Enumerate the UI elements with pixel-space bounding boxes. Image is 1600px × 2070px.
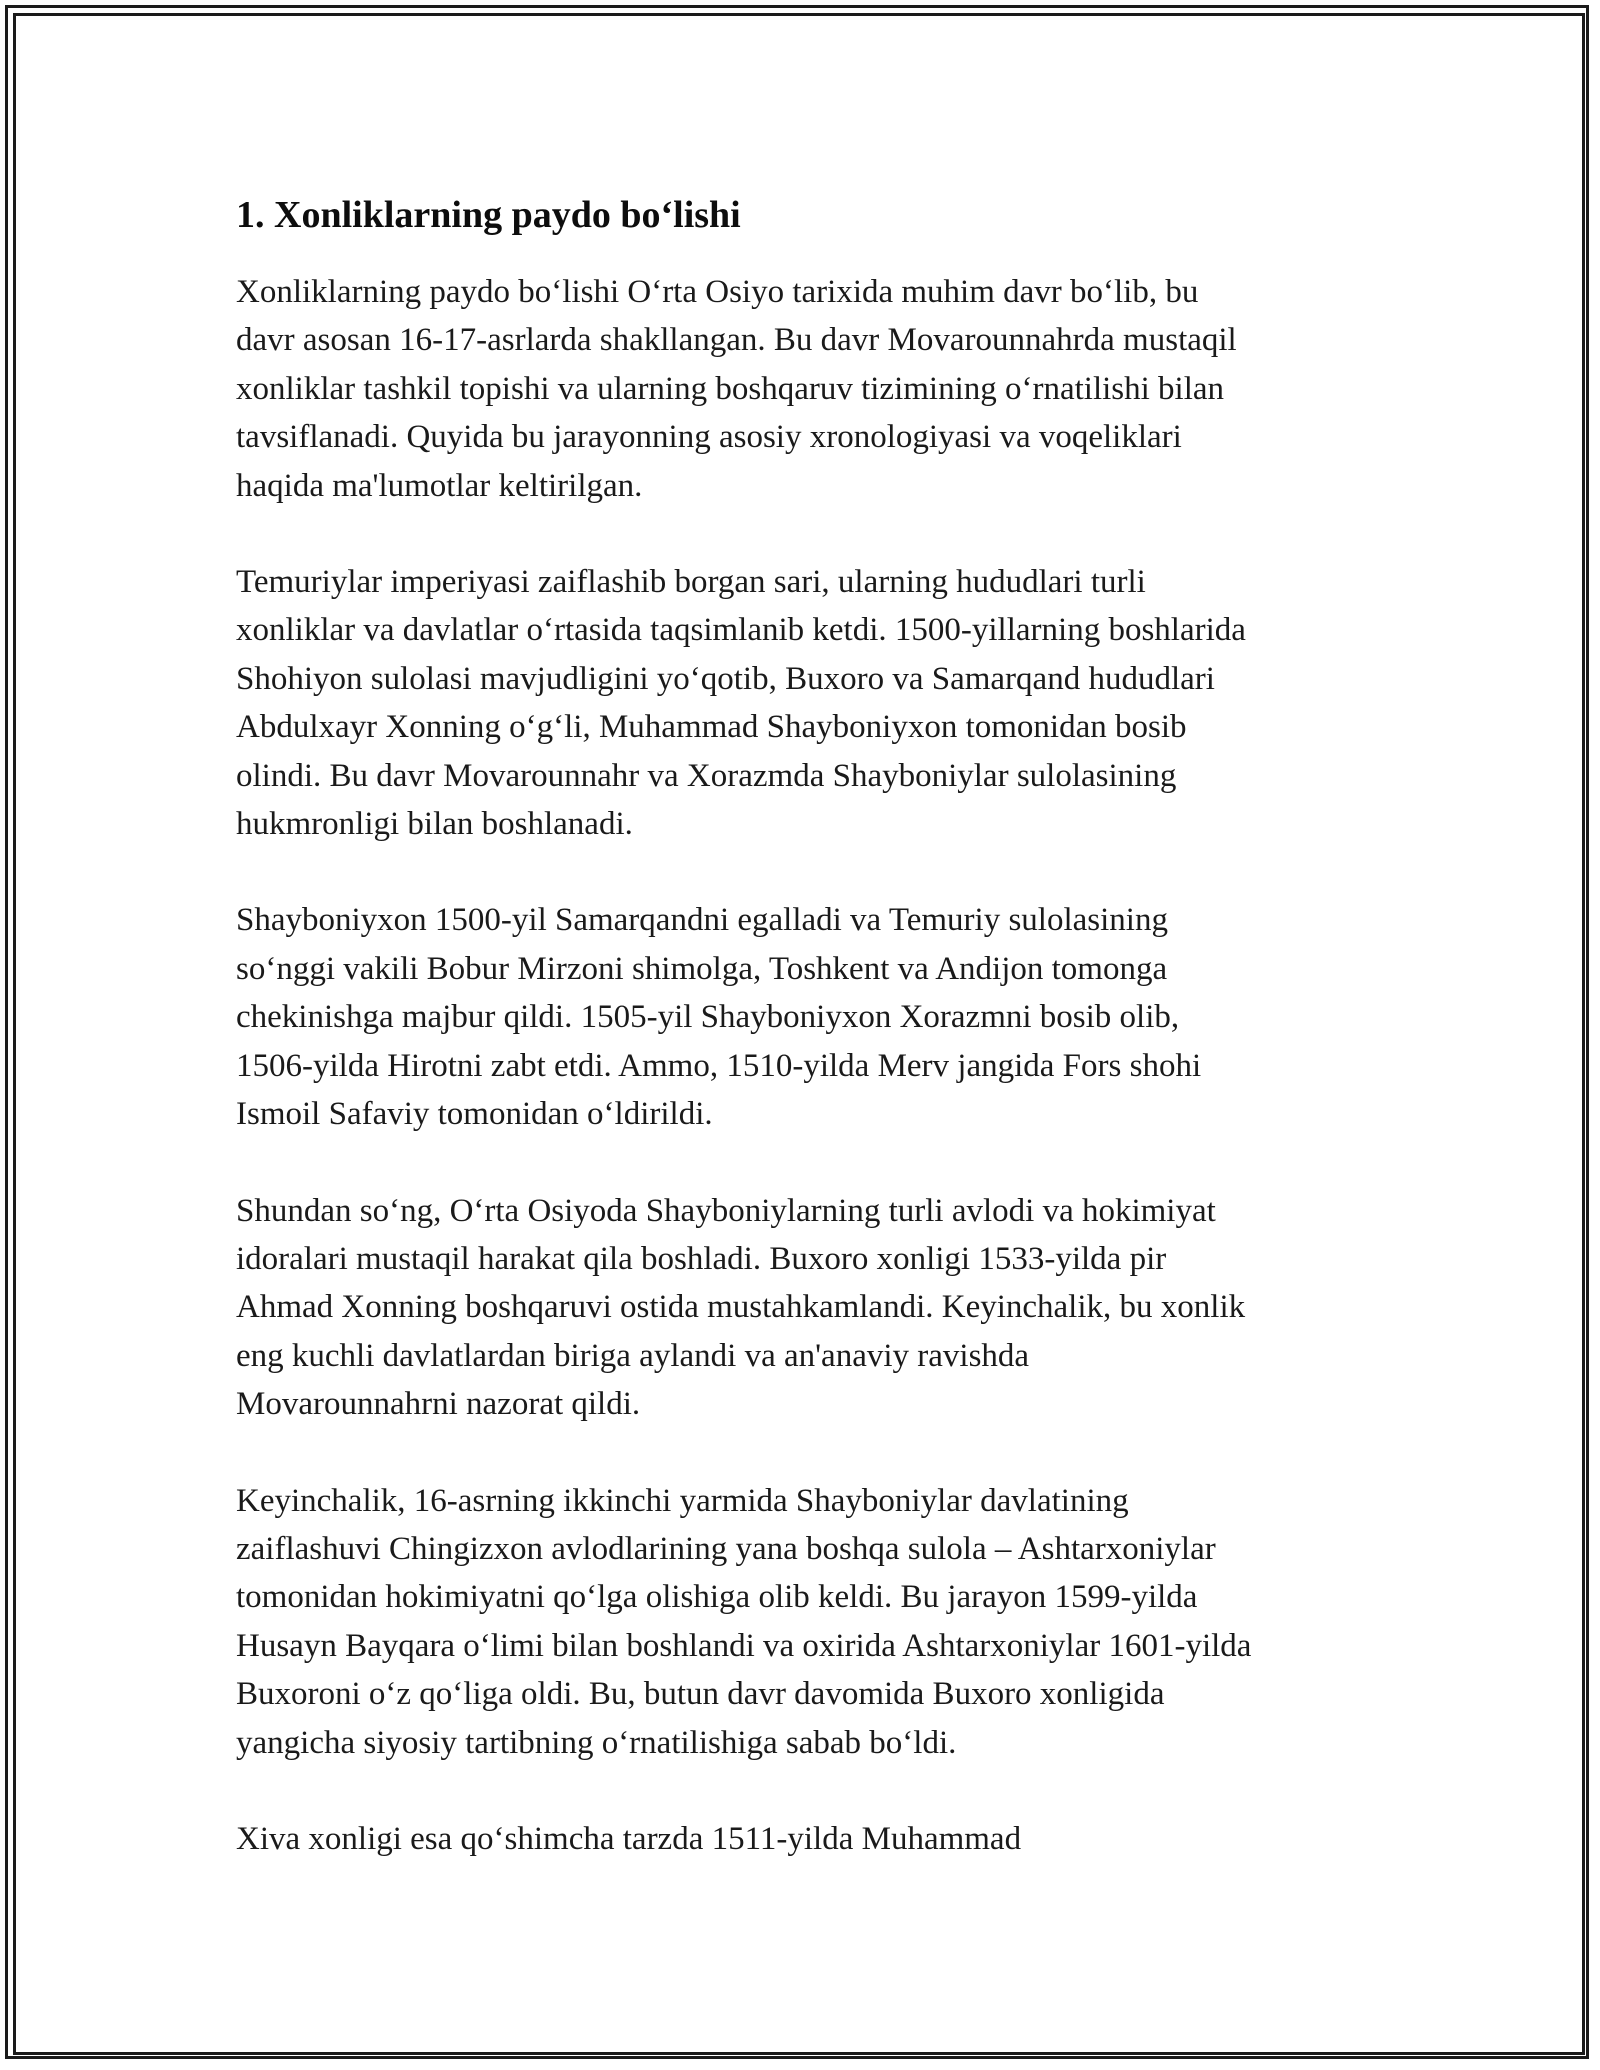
paragraph-line: Buxoroni o‘z qo‘liga oldi. Bu, butun davr davomida Buxoro xonligida [236,1676,1165,1713]
paragraph-line: tavsiflanadi. Quyida bu jarayonning asosiy xronologiyasi va voqeliklari [236,419,1182,456]
paragraph [236,896,1376,1138]
paragraph [236,1187,1376,1429]
paragraph-list [236,268,1376,1863]
paragraph-line: Xonliklarning paydo bo‘lishi O‘rta Osiyo tarixida muhim davr bo‘lib, bu [236,274,1199,310]
paragraph-line: 1506-yilda Hirotni zabt etdi. Ammo, 1510-yilda Merv jangida Fors shohi [236,1047,1202,1084]
paragraph-line: Keyinchalik, 16-asrning ikkinchi yarmida Shayboniylar davlatining [236,1482,1129,1519]
paragraph [236,1477,1376,1767]
paragraph-line: Temuriylar imperiyasi zaiflashib borgan sari, ularning hududlari turli [236,564,1146,601]
paragraph-line: so‘nggi vakili Bobur Mirzoni shimolga, Toshkent va Andijon tomonga [236,950,1168,987]
paragraph-line: Ismoil Safaviy tomonidan o‘ldirildi. [236,1096,713,1133]
paragraph-line: Shohiyon sulolasi mavjudligini yo‘qotib, Buxoro va Samarqand hududlari [236,660,1215,697]
paragraph-line: Movarounnahrni nazorat qildi. [236,1386,641,1423]
paragraph [236,1815,1376,1863]
paragraph-line: Abdulxayr Xonning o‘g‘li, Muhammad Shayboniyxon tomonidan bosib [236,709,1187,746]
paragraph-line: Xiva xonligi esa qo‘shimcha tarzda 1511-yilda Muhammad [236,1820,1022,1857]
paragraph-line: olindi. Bu davr Movarounnahr va Xorazmda Shayboniylar sulolasining [236,757,1177,794]
paragraph-line: idoralari mustaqil harakat qila boshladi. Buxoro xonligi 1533-yilda pir [236,1240,1167,1277]
paragraph-line: chekinishga majbur qildi. 1505-yil Shayboniyxon Xorazmni bosib olib, [236,999,1180,1036]
paragraph-line: zaiflashuvi Chingizxon avlodlarining yana boshqa sulola – Ashtarxoniylar [236,1530,1216,1567]
paragraph [236,558,1376,848]
paragraph-line: eng kuchli davlatlardan biriga aylandi va an'anaviy ravishda [236,1337,1030,1374]
paragraph-line: xonliklar va davlatlar o‘rtasida taqsimlanib ketdi. 1500-yillarning boshlarida [236,612,1246,649]
paragraph-line: yangicha siyosiy tartibning o‘rnatilishiga sabab bo‘ldi. [236,1724,957,1761]
paragraph-line: Ahmad Xonning boshqaruvi ostida mustahkamlandi. Keyinchalik, bu xonlik [236,1289,1246,1326]
section-heading: 1. Xonliklarning paydo bo‘lishi [236,194,741,236]
paragraph-line: tomonidan hokimiyatni qo‘lga olishiga olib keldi. Bu jarayon 1599-yilda [236,1579,1198,1616]
paragraph-line: Shundan so‘ng, O‘rta Osiyoda Shayboniylarning turli avlodi va hokimiyat [236,1192,1216,1229]
paragraph-line: hukmronligi bilan boshlanadi. [236,806,633,843]
paragraph-line: haqida ma'lumotlar keltirilgan. [236,467,643,504]
paragraph-line: Husayn Bayqara o‘limi bilan boshlandi va oxirida Ashtarxoniylar 1601-yilda [236,1627,1252,1664]
paragraph [236,268,1376,510]
document-body [236,186,1376,1911]
paragraph-line: davr asosan 16-17-asrlarda shakllangan. Bu davr Movarounnahrda mustaqil [236,322,1237,359]
paragraph-line: Shayboniyxon 1500-yil Samarqandni egalladi va Temuriy sulolasining [236,902,1168,939]
paragraph-line: xonliklar tashkil topishi va ularning boshqaruv tizimining o‘rnatilishi bilan [236,370,1225,407]
